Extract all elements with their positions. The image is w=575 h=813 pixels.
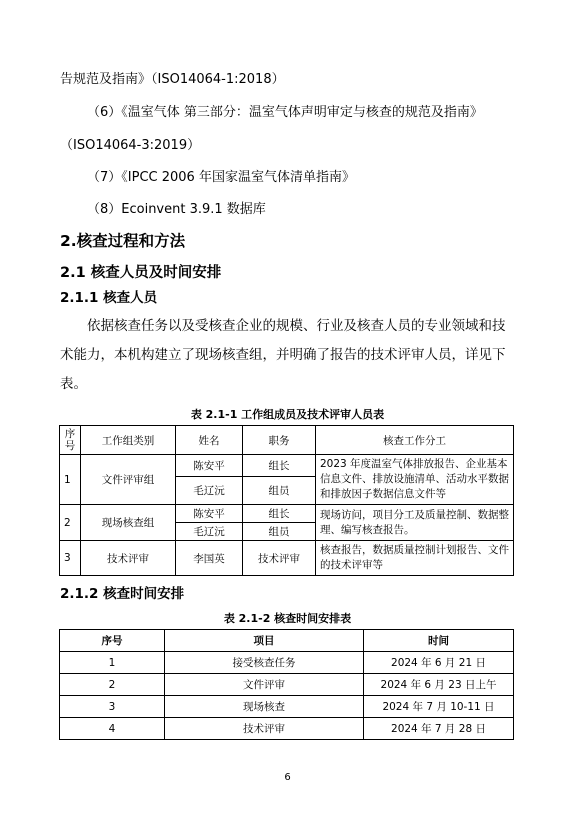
table-header-cell: 时间	[364, 630, 514, 652]
table-cell-role: 组员	[243, 476, 316, 504]
heading-section-2-1-2: 2.1.2 核查时间安排	[60, 586, 185, 602]
table-cell-role: 组长	[243, 455, 316, 477]
table-row	[60, 505, 514, 523]
text-line-reference-8: （8）Ecoinvent 3.9.1 数据库	[87, 202, 266, 217]
heading-section-2-1: 2.1 核查人员及时间安排	[60, 265, 222, 281]
table-header-row	[60, 630, 514, 652]
table-cell-work: 2023 年度温室气体排放报告、企业基本信息文件、排放设施清单、活动水平数据和排放因子数据信息文件等	[316, 455, 514, 505]
text-line-standard-continuation: 告规范及指南》（ISO14064-1:2018）	[60, 72, 285, 87]
table-cell: 2	[60, 674, 165, 696]
table-row	[60, 696, 514, 718]
table-row	[60, 541, 514, 576]
heading-section-2: 2.核查过程和方法	[60, 232, 186, 250]
table-header-cell: 序号	[60, 630, 165, 652]
table-cell: 2024 年 6 月 23 日上午	[364, 674, 514, 696]
table-cell: 3	[60, 696, 165, 718]
table-header-cell: 核查工作分工	[316, 426, 514, 455]
table-cell-role: 技术评审	[243, 541, 316, 576]
table-cell-work: 核查报告，数据质量控制计划报告、文件的技术评审等	[316, 541, 514, 576]
table-header-cell: 姓名	[176, 426, 243, 455]
schedule-table	[59, 629, 514, 740]
table-cell-role: 组长	[243, 505, 316, 523]
table-header-cell: 工作组类别	[81, 426, 176, 455]
heading-section-2-1-1: 2.1.1 核查人员	[60, 290, 158, 306]
text-line-reference-6-code: （ISO14064-3:2019）	[60, 138, 201, 153]
table-cell-category: 现场核查组	[81, 505, 176, 541]
table-cell-name: 陈安平	[176, 505, 243, 523]
table-header-cell: 项目	[165, 630, 364, 652]
table-row	[60, 455, 514, 477]
table-cell: 文件评审	[165, 674, 364, 696]
table-cell-category: 技术评审	[81, 541, 176, 576]
table-header-row	[60, 426, 514, 455]
table-cell-no: 1	[60, 455, 81, 505]
table-cell-work: 现场访问，项目分工及质量控制、数据整理、编写核查报告。	[316, 505, 514, 541]
table-header-cell: 序号	[60, 426, 81, 455]
table-cell: 4	[60, 718, 165, 740]
text-line-reference-6: （6）《温室气体 第三部分：温室气体声明审定与核查的规范及指南》	[87, 105, 483, 120]
table2-caption: 表 2.1-2 核查时间安排表	[223, 612, 352, 625]
table-cell-name: 李国英	[176, 541, 243, 576]
table-cell-name: 毛辽沅	[176, 476, 243, 504]
table-cell: 1	[60, 652, 165, 674]
table-cell: 技术评审	[165, 718, 364, 740]
page-number: 6	[284, 772, 291, 783]
table-cell: 2024 年 6 月 21 日	[364, 652, 514, 674]
table-cell-no: 3	[60, 541, 81, 576]
table-row	[60, 674, 514, 696]
table-cell-role: 组员	[243, 523, 316, 541]
table1-caption: 表 2.1-1 工作组成员及技术评审人员表	[190, 408, 385, 421]
table-cell: 2024 年 7 月 10-11 日	[364, 696, 514, 718]
table-cell-name: 毛辽沅	[176, 523, 243, 541]
text-line-reference-7: （7）《IPCC 2006 年国家温室气体清单指南》	[87, 170, 355, 185]
table-row	[60, 652, 514, 674]
table-cell: 现场核查	[165, 696, 364, 718]
body-paragraph: 依据核查任务以及受核查企业的规模、行业及核查人员的专业领域和技术能力，本机构建立了现场核查组，并明确了报告的技术评审人员，详见下表。	[60, 318, 506, 392]
table-cell: 2024 年 7 月 28 日	[364, 718, 514, 740]
table-cell: 接受核查任务	[165, 652, 364, 674]
table-cell-no: 2	[60, 505, 81, 541]
table-header-cell: 职务	[243, 426, 316, 455]
table-cell-category: 文件评审组	[81, 455, 176, 505]
table-row	[60, 718, 514, 740]
table-cell-name: 陈安平	[176, 455, 243, 477]
team-members-table	[59, 425, 514, 576]
